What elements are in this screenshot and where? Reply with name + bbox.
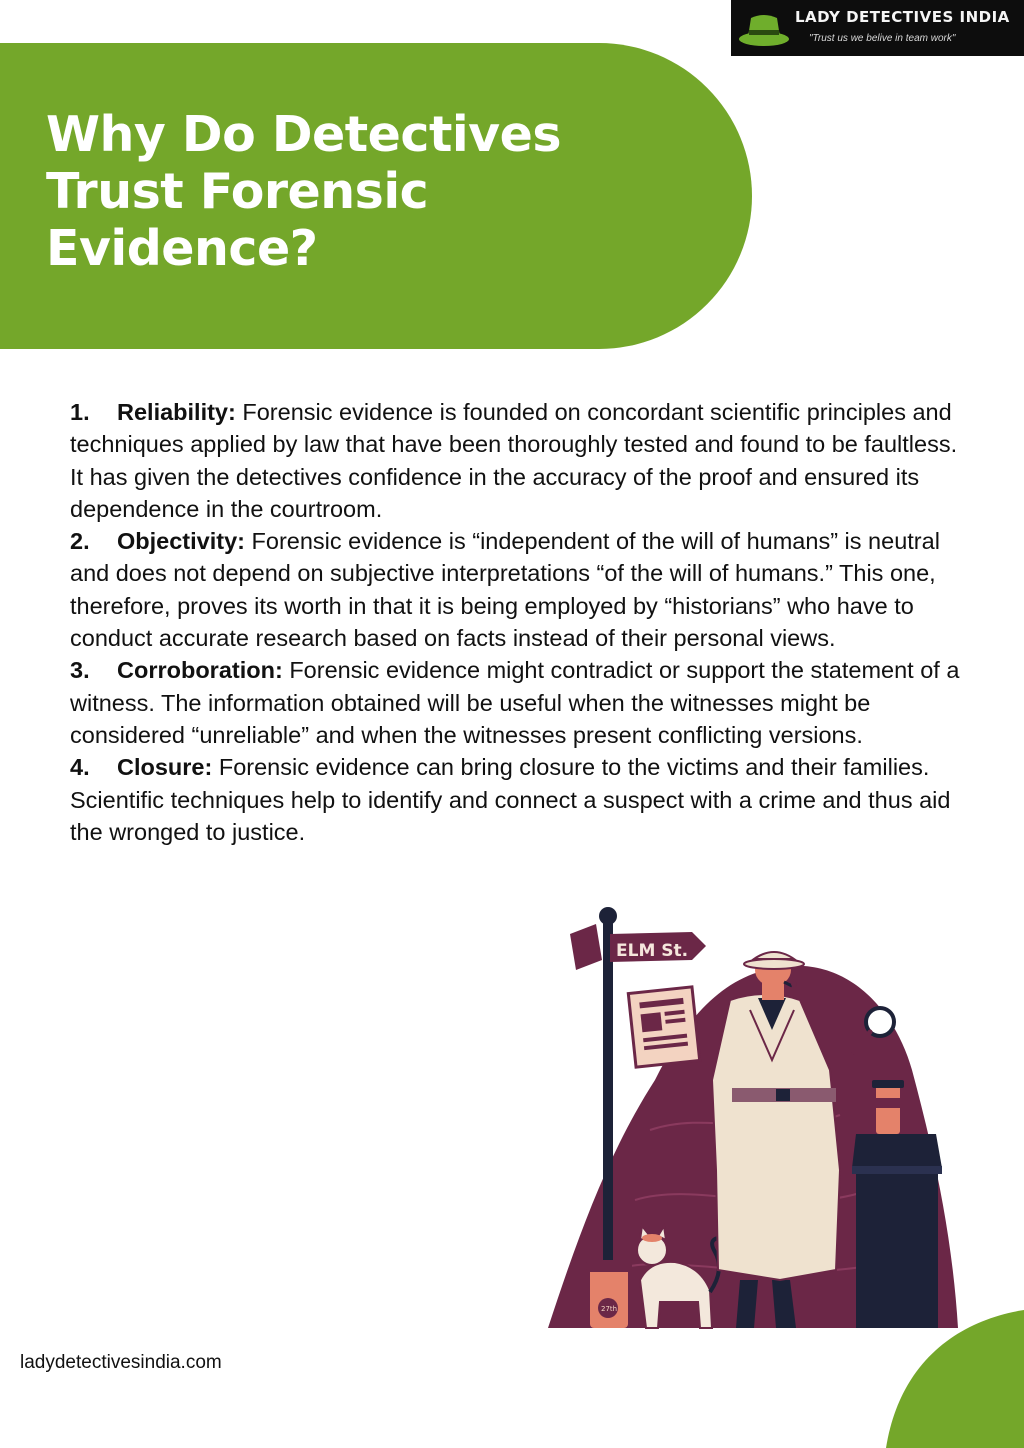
page-title: [46, 106, 726, 277]
title-line: Trust Forensic: [46, 163, 429, 220]
item-text: Forensic evidence is “independent of the will of humans” is neutral and does not depend on subjective interpretations “of the will of humans.” This one, therefore, proves its worth in that it is being employed by “historians” who have to conduct accurate research based on facts instead of their personal views.: [70, 528, 940, 652]
item-number: 2.: [70, 528, 90, 555]
hydrant-label: 27th: [601, 1305, 618, 1313]
list-item: [70, 751, 960, 848]
list-item: [70, 654, 960, 751]
footer-url: ladydetectivesindia.com: [20, 1352, 222, 1373]
item-term: Reliability:: [117, 399, 236, 425]
corner-decoration: [880, 1300, 1024, 1448]
brand-name: LADY DETECTIVES INDIA: [795, 8, 1010, 26]
title-line: Evidence?: [46, 220, 318, 277]
brand-logo: [731, 0, 1024, 56]
item-text: Forensic evidence is founded on concordant scientific principles and techniques applied by law that have been thoroughly tested and found to be faultless. It has given the detectives confidence in the accuracy of the proof and ensured its dependence in the courtroom.: [70, 399, 958, 522]
item-term: Closure:: [117, 754, 213, 781]
green-hat-icon: [737, 6, 791, 50]
detective-illustration: [540, 900, 960, 1330]
item-term: Objectivity:: [117, 528, 245, 555]
item-number: 1.: [70, 399, 90, 425]
item-text: Forensic evidence might contradict or support the statement of a witness. The information obtained will be useful when the witnesses might be considered “unreliable” and when the witnesses present conflicting versions.: [70, 657, 960, 748]
item-term: Corroboration:: [117, 657, 283, 684]
newspaper-icon: [628, 987, 699, 1067]
brand-tagline: "Trust us we belive in team work": [809, 33, 956, 44]
list-item: [70, 396, 960, 525]
title-line: Why Do Detectives: [46, 106, 561, 163]
item-number: 3.: [70, 657, 90, 684]
item-number: 4.: [70, 754, 90, 781]
street-sign-label: ELM St.: [616, 941, 689, 961]
reasons-list: [70, 396, 960, 848]
list-item: [70, 525, 960, 654]
item-text: Forensic evidence can bring closure to the victims and their families. Scientific techniques help to identify and connect a suspect with a crime and thus aid the wronged to justice.: [70, 754, 951, 845]
